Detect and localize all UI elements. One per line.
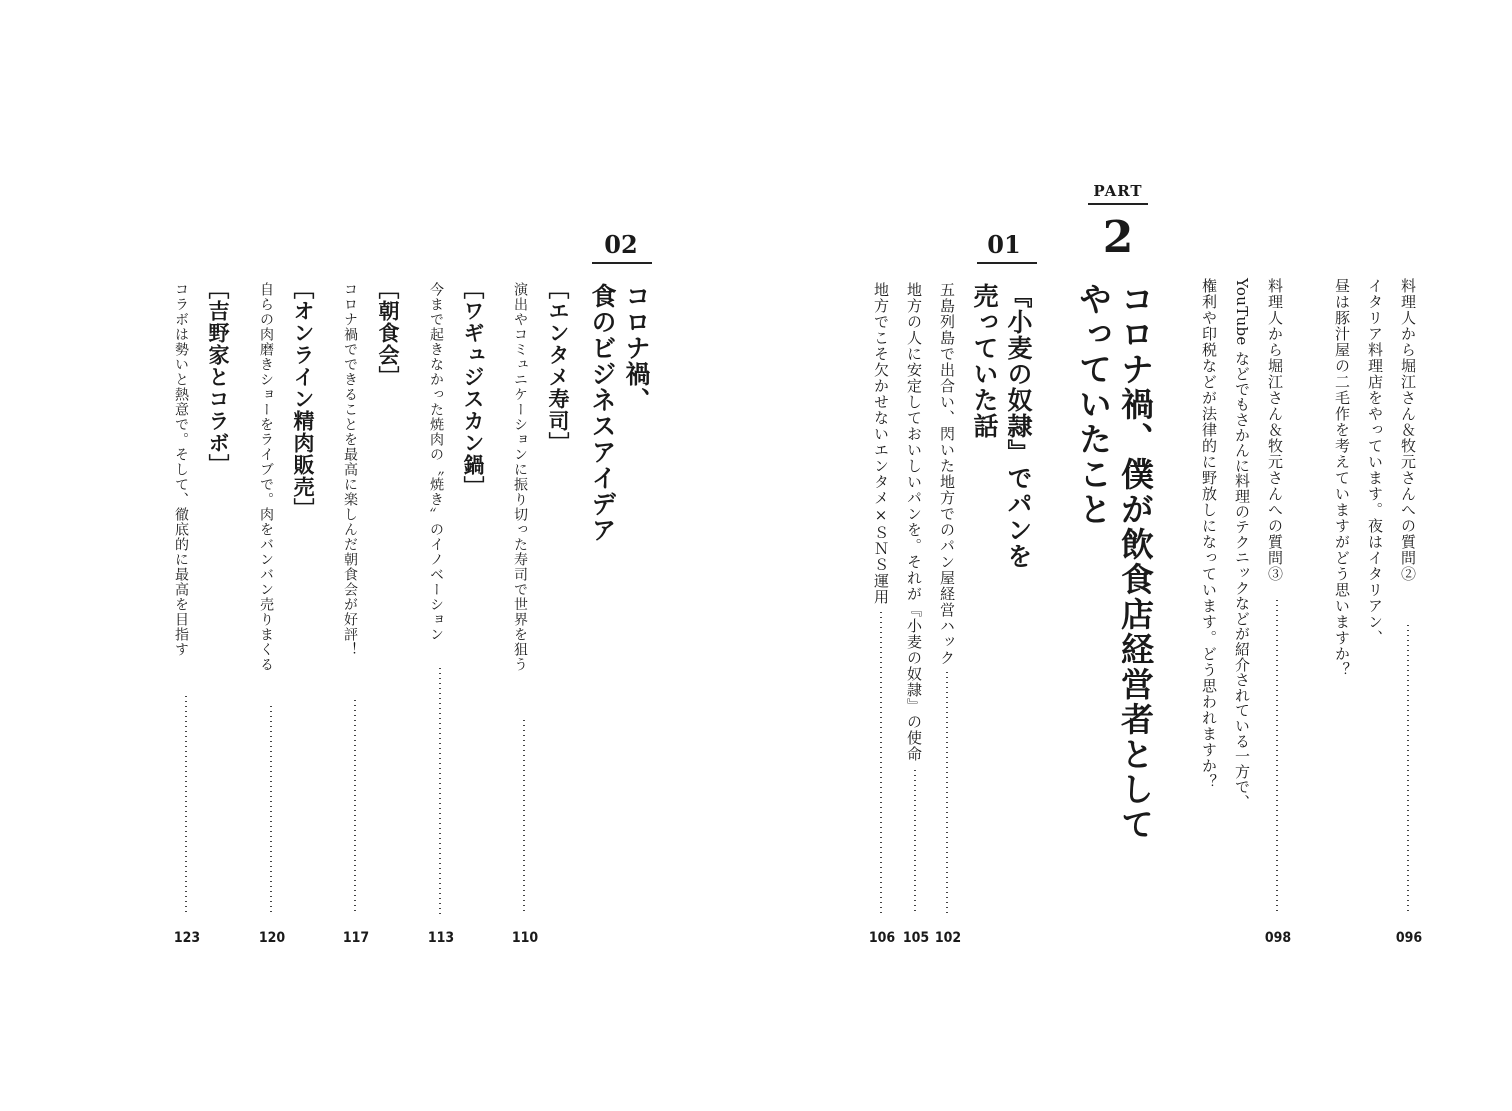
page-number: 110 [511,930,539,946]
toc-item-heading: ［吉野家とコラボ］ [206,278,230,476]
page-number: 098 [1264,930,1292,946]
leader-dots [354,700,356,915]
toc-item-text: コラボは勢いと熱意で。そして、徹底的に最高を目指す [173,282,189,657]
toc-item-text: 地方の人に安定しておいしいパンを。それが『小麦の奴隷』の使命 [905,282,923,762]
page-number: 113 [427,930,455,946]
toc-item-heading: ［オンライン精肉販売］ [291,278,315,520]
leader-dots [880,612,882,915]
leader-dots [1407,625,1409,915]
section-rule [977,262,1037,264]
leader-dots [185,696,187,915]
toc-item-text: コロナ禍でできることを最高に楽しんだ朝食会が好評！ [342,282,358,657]
toc-item-heading: ［朝食会］ [376,278,400,388]
toc-item-text: 五島列島で出合い、閃いた地方でのパン屋経営ハック [938,282,956,666]
section-title-line-1: コロナ禍、 [622,283,651,413]
section-title-line-1: 『小麦の奴隷』でパンを [1004,283,1033,569]
part-title-line-2: やっていたこと [1074,282,1113,527]
section-title-line-2: 食のビジネスアイデア [588,283,617,543]
qa-3-line-3: 権利や印税などが法律的に野放しになっています。どう思われますか？ [1200,278,1218,790]
toc-item-heading: ［エンタメ寿司］ [546,278,570,454]
page-number: 105 [902,930,930,946]
toc-item-text: 今まで起きなかった焼肉の〝焼き〟のイノベーション [428,282,444,642]
leader-dots [523,720,525,915]
section-title-line-2: 売っていた話 [970,283,999,439]
section-rule [592,262,652,264]
qa-2-line-1: 料理人から堀江さん＆牧元さんへの質問② [1399,278,1417,582]
section-number: 01 [987,230,1021,259]
page-number: 106 [868,930,896,946]
toc-item-text: 自らの肉磨きショーをライブで。肉をバンバン売りまくる [258,282,274,672]
leader-dots [914,770,916,915]
toc-item-text: 演出やコミュニケーションに振り切った寿司で世界を狙う [512,282,528,672]
qa-2-line-3: 昼は豚汁屋の二毛作を考えていますがどう思いますか？ [1333,278,1351,678]
toc-item-text: 地方でこそ欠かせないエンタメ×ＳＮＳ運用 [872,282,890,605]
leader-dots [270,706,272,915]
qa-3-line-2: YouTube などでもさかんに料理のテクニックなどが紹介されている一方で、 [1233,278,1251,810]
part-rule [1088,203,1148,205]
page-number: 120 [258,930,286,946]
qa-3-line-1: 料理人から堀江さん＆牧元さんへの質問③ [1266,278,1284,582]
leader-dots [1276,600,1278,915]
part-number: 2 [1102,212,1134,263]
page-number: 123 [173,930,201,946]
page-number: 117 [342,930,370,946]
qa-2-line-2: イタリア料理店をやっています。夜はイタリアン、 [1366,278,1384,646]
toc-item-heading: ［ワギュジスカン鍋］ [461,278,485,498]
part-title-line-1: コロナ禍、僕が飲食店経営者として [1116,282,1155,842]
part-label: PART [1093,182,1143,200]
page-number: 096 [1395,930,1423,946]
section-number: 02 [604,230,638,259]
leader-dots [439,668,441,915]
page-number: 102 [934,930,962,946]
leader-dots [946,672,948,915]
